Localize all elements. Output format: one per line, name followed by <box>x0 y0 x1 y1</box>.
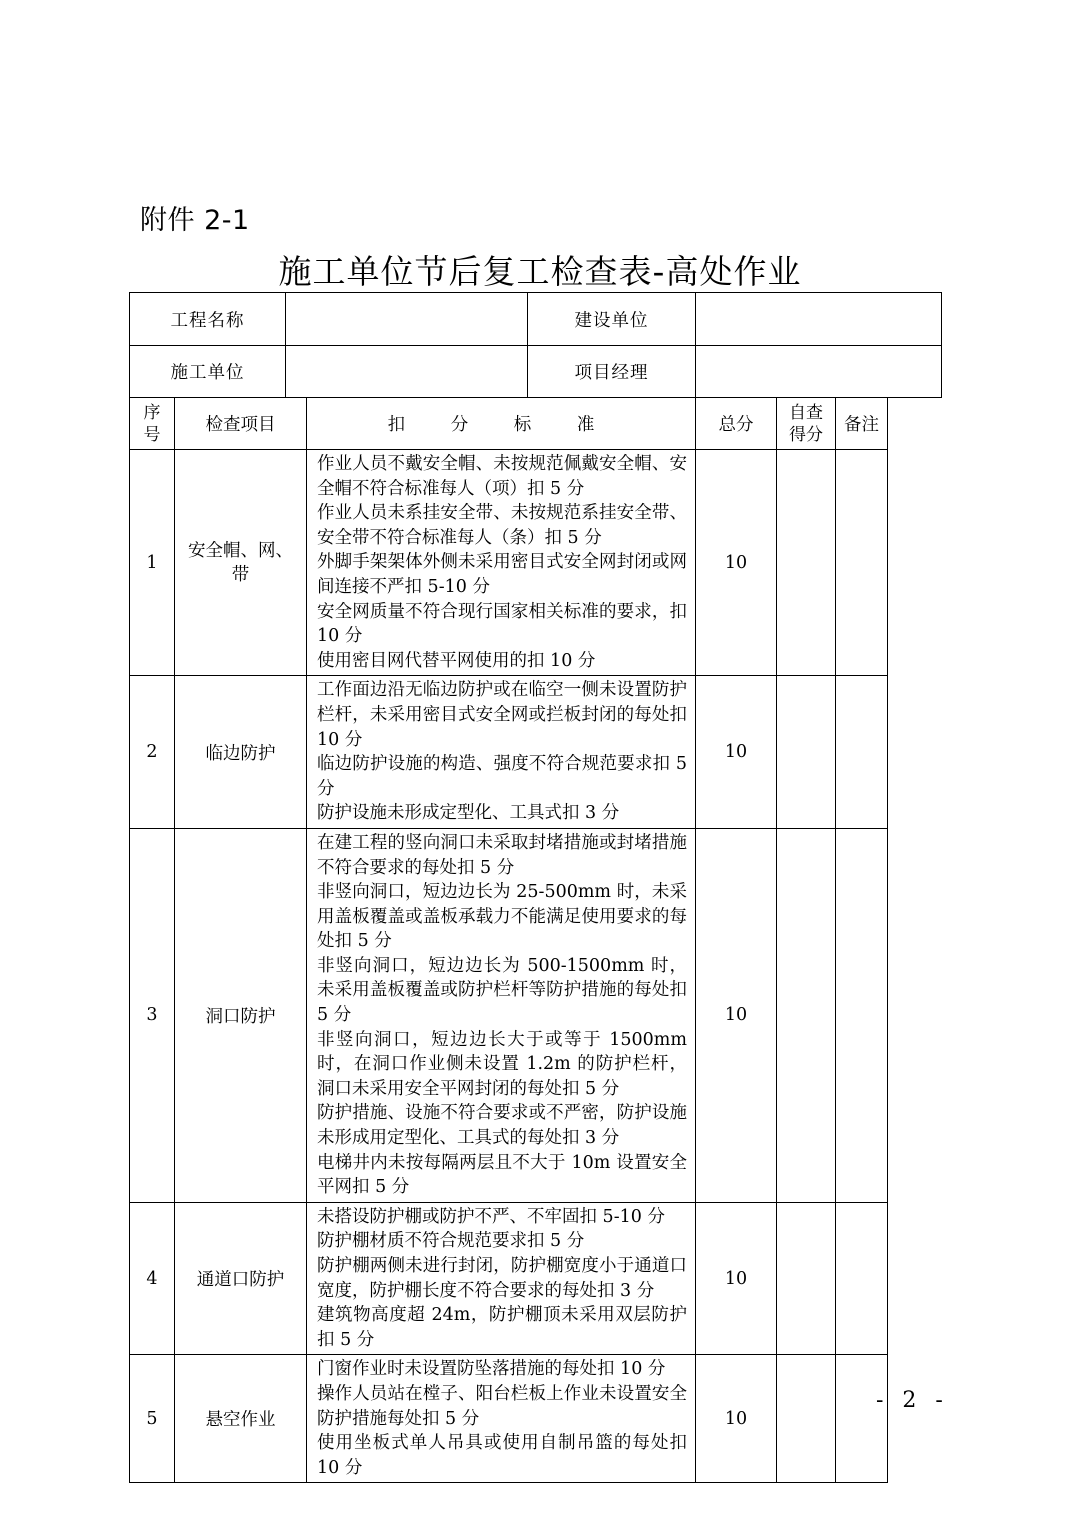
row-seq: 5 <box>130 1355 175 1483</box>
row-standard <box>307 676 696 829</box>
row-item: 洞口防护 <box>175 828 307 1202</box>
header-remark: 备注 <box>836 398 888 450</box>
attachment-label: 附件 2-1 <box>140 205 250 236</box>
table-row <box>130 828 942 1202</box>
project-name-label: 工程名称 <box>130 293 286 346</box>
standard-line: 使用坐板式单人吊具或使用自制吊篮的每处扣 10 分 <box>317 1433 687 1478</box>
standard-line: 门窗作业时未设置防坠落措施的每处扣 10 分 <box>317 1359 666 1380</box>
inspection-table <box>129 292 942 1483</box>
table-row <box>130 1202 942 1355</box>
standard-line: 非竖向洞口，短边边长为 500-1500mm 时，未采用盖板覆盖或防护栏杆等防护措施的每处扣 5 分 <box>317 955 687 1026</box>
info-row-1 <box>130 293 942 346</box>
row-self-score[interactable] <box>777 828 836 1202</box>
row-remark[interactable] <box>836 828 888 1202</box>
standard-line: 防护措施、设施不符合要求或不严密，防护设施未形成用定型化、工具式的每处扣 3 分 <box>317 1103 687 1149</box>
standard-line: 使用密目网代替平网使用的扣 10 分 <box>317 650 596 671</box>
table-row <box>130 1355 942 1483</box>
info-row-2 <box>130 346 942 398</box>
contractor-label: 施工单位 <box>130 346 286 398</box>
standard-line: 未搭设防护棚或防护不严、不牢固扣 5-10 分 <box>317 1206 665 1227</box>
header-self-score-text: 自查得分 <box>789 402 823 445</box>
row-remark[interactable] <box>836 450 888 676</box>
standard-line: 防护棚两侧未进行封闭，防护棚宽度小于通道口宽度，防护棚长度不符合要求的每处扣 3 分 <box>317 1256 687 1301</box>
table-row <box>130 676 942 829</box>
standard-line: 非竖向洞口，短边边长为 25-500mm 时，未采用盖板覆盖或盖板承载力不能满足使用要求的每处扣 5 分 <box>317 882 687 952</box>
project-name-value <box>286 293 528 346</box>
builder-value <box>696 293 942 346</box>
standard-line: 作业人员不戴安全帽、未按规范佩戴安全帽、安全帽不符合标准每人（项）扣 5 分 <box>317 454 687 499</box>
standard-line: 安全网质量不符合现行国家相关标准的要求，扣 10 分 <box>317 601 687 647</box>
standard-line: 电梯井内未按每隔两层且不大于 10m 设置安全平网扣 5 分 <box>317 1152 687 1198</box>
header-standard: 扣 分 标 准 <box>307 398 696 450</box>
row-remark[interactable] <box>836 676 888 829</box>
contractor-value <box>286 346 528 398</box>
row-item-text: 安全帽、网、带 <box>188 540 293 585</box>
standard-line: 作业人员未系挂安全带、未按规范系挂安全带、安全带不符合标准每人（条）扣 5 分 <box>317 503 687 548</box>
row-remark[interactable] <box>836 1202 888 1355</box>
builder-label: 建设单位 <box>528 293 696 346</box>
row-self-score[interactable] <box>777 450 836 676</box>
row-seq: 2 <box>130 676 175 829</box>
row-total: 10 <box>696 450 777 676</box>
standard-line: 外脚手架架体外侧未采用密目式安全网封闭或网间连接不严扣 5-10 分 <box>317 552 687 597</box>
manager-label: 项目经理 <box>528 346 696 398</box>
header-seq <box>130 398 175 450</box>
row-seq: 1 <box>130 450 175 676</box>
header-row <box>130 398 942 450</box>
header-self-score <box>777 398 836 450</box>
row-item <box>175 450 307 676</box>
standard-line: 防护设施未形成定型化、工具式扣 3 分 <box>317 803 620 824</box>
row-item: 通道口防护 <box>175 1202 307 1355</box>
row-item: 悬空作业 <box>175 1355 307 1483</box>
row-standard <box>307 828 696 1202</box>
row-standard <box>307 1355 696 1483</box>
standard-line: 临边防护设施的构造、强度不符合规范要求扣 5 分 <box>317 754 687 799</box>
row-item: 临边防护 <box>175 676 307 829</box>
row-seq: 3 <box>130 828 175 1202</box>
row-remark[interactable] <box>836 1355 888 1483</box>
standard-line: 在建工程的竖向洞口未采取封堵措施或封堵措施不符合要求的每处扣 5 分 <box>317 832 687 878</box>
standard-line: 非竖向洞口，短边边长大于或等于 1500mm 时，在洞口作业侧未设置 1.2m 的防护栏杆，洞口未采用安全平网封闭的每处扣 5 分 <box>317 1029 687 1099</box>
row-total: 10 <box>696 1355 777 1483</box>
standard-line: 操作人员站在樘子、阳台栏板上作业未设置安全防护措施每处扣 5 分 <box>317 1383 687 1429</box>
row-self-score[interactable] <box>777 676 836 829</box>
row-total: 10 <box>696 676 777 829</box>
row-total: 10 <box>696 1202 777 1355</box>
manager-value <box>696 346 942 398</box>
page-number: - 2 - <box>876 1388 949 1413</box>
row-seq: 4 <box>130 1202 175 1355</box>
row-standard <box>307 1202 696 1355</box>
row-standard <box>307 450 696 676</box>
row-self-score[interactable] <box>777 1355 836 1483</box>
header-seq-text: 序号 <box>143 402 161 445</box>
row-total: 10 <box>696 828 777 1202</box>
standard-line: 建筑物高度超 24m，防护棚顶未采用双层防护扣 5 分 <box>317 1305 687 1350</box>
header-total: 总分 <box>696 398 777 450</box>
header-item: 检查项目 <box>175 398 307 450</box>
table-row <box>130 450 942 676</box>
standard-line: 工作面边沿无临边防护或在临空一侧未设置防护栏杆，未采用密目式安全网或拦板封闭的每处扣 10 分 <box>317 680 687 750</box>
standard-line: 防护棚材质不符合规范要求扣 5 分 <box>317 1231 585 1252</box>
page-title: 施工单位节后复工检查表-高处作业 <box>278 252 802 291</box>
row-self-score[interactable] <box>777 1202 836 1355</box>
